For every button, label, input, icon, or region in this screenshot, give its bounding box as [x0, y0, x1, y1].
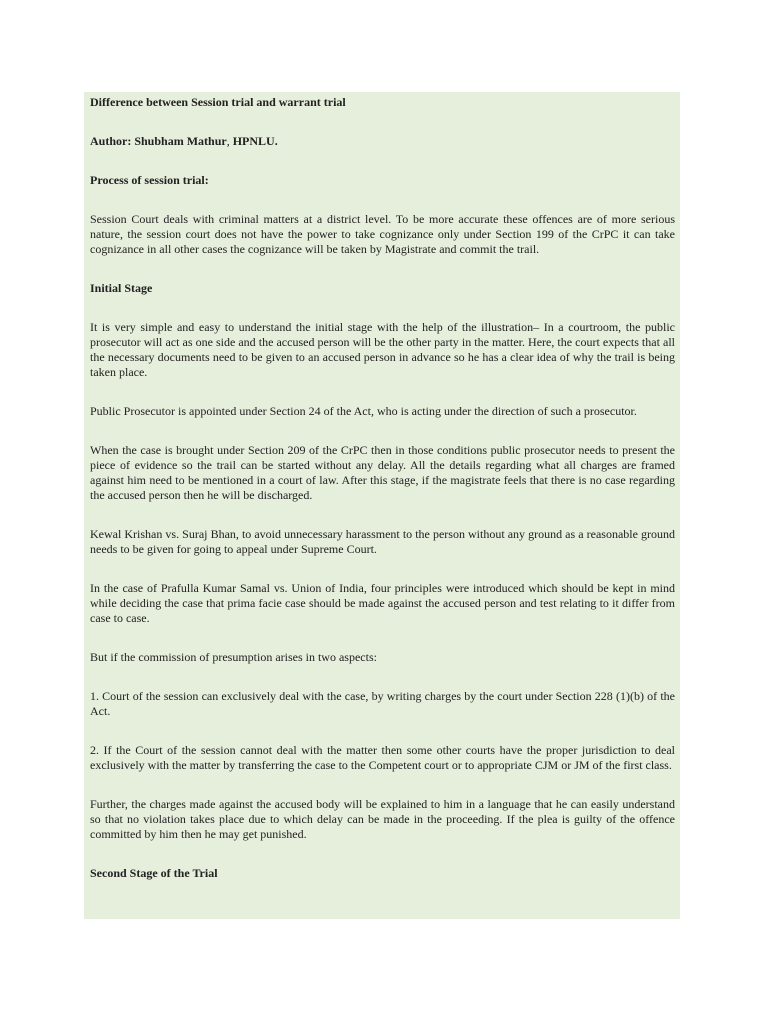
paragraph-prafulla-kumar: In the case of Prafulla Kumar Samal vs. Union of India, four principles were introduced which should be kept in mind while deciding the case that prima facie case should be made against the accused person and test relating to it differ from case to case. — [90, 581, 675, 625]
paragraph-initial-stage: It is very simple and easy to understand the initial stage with the help of the illustration– In a courtroom, the public prosecutor will act as one side and the accused person will be the other party in the matter. Here, the court expects that all the necessary documents need to be given to an accused person in advance so he has a clear idea of why the trail is being taken place. — [90, 320, 675, 379]
paragraph-session-court: Session Court deals with criminal matters at a district level. To be more accurate these offences are of more serious nature, the session court does not have the power to take cognizance only under Section 199 of the CrPC it can take cognizance in all other cases the cognizance will be taken by Magistrate and commit the trail. — [90, 212, 675, 256]
document-title: Difference between Session trial and warrant trial — [90, 95, 346, 109]
author-separator: , — [226, 134, 233, 148]
paragraph-further-charges: Further, the charges made against the accused body will be explained to him in a language that he can easily understand so that no violation takes place due to which delay can be made in the proceeding. If the plea is guilty of the offence committed by him then he may get punished. — [90, 797, 675, 841]
heading-process-of-session-trial: Process of session trial: — [90, 173, 209, 187]
document-panel — [84, 92, 680, 919]
heading-second-stage: Second Stage of the Trial — [90, 866, 218, 880]
author-organization: HPNLU. — [232, 134, 278, 148]
paragraph-section-209: When the case is brought under Section 209 of the CrPC then in those conditions public prosecutor needs to present the piece of evidence so the trail can be started without any delay. All the details regarding what all charges are framed against him need to be mentioned in a court of law. After this stage, if the magistrate feels that there is no case regarding the accused person then he will be discharged. — [90, 443, 675, 502]
list-item-point-2: 2. If the Court of the session cannot deal with the matter then some other courts have the proper jurisdiction to deal exclusively with the matter by transferring the case to the Competent court or to appropriate CJM or JM of the first class. — [90, 743, 675, 772]
list-item-point-1: 1. Court of the session can exclusively deal with the case, by writing charges by the court under Section 228 (1)(b) of the Act. — [90, 689, 675, 718]
author-line — [90, 134, 675, 149]
paragraph-kewal-krishan: Kewal Krishan vs. Suraj Bhan, to avoid unnecessary harassment to the person without any ground as a reasonable ground needs to be given for going to appeal under Supreme Court. — [90, 527, 675, 556]
author-name: Author: Shubham Mathur — [90, 134, 227, 148]
heading-initial-stage: Initial Stage — [90, 281, 153, 295]
paragraph-presumption: But if the commission of presumption arises in two aspects: — [90, 650, 377, 664]
paragraph-public-prosecutor: Public Prosecutor is appointed under Section 24 of the Act, who is acting under the direction of such a prosecutor. — [90, 404, 637, 418]
